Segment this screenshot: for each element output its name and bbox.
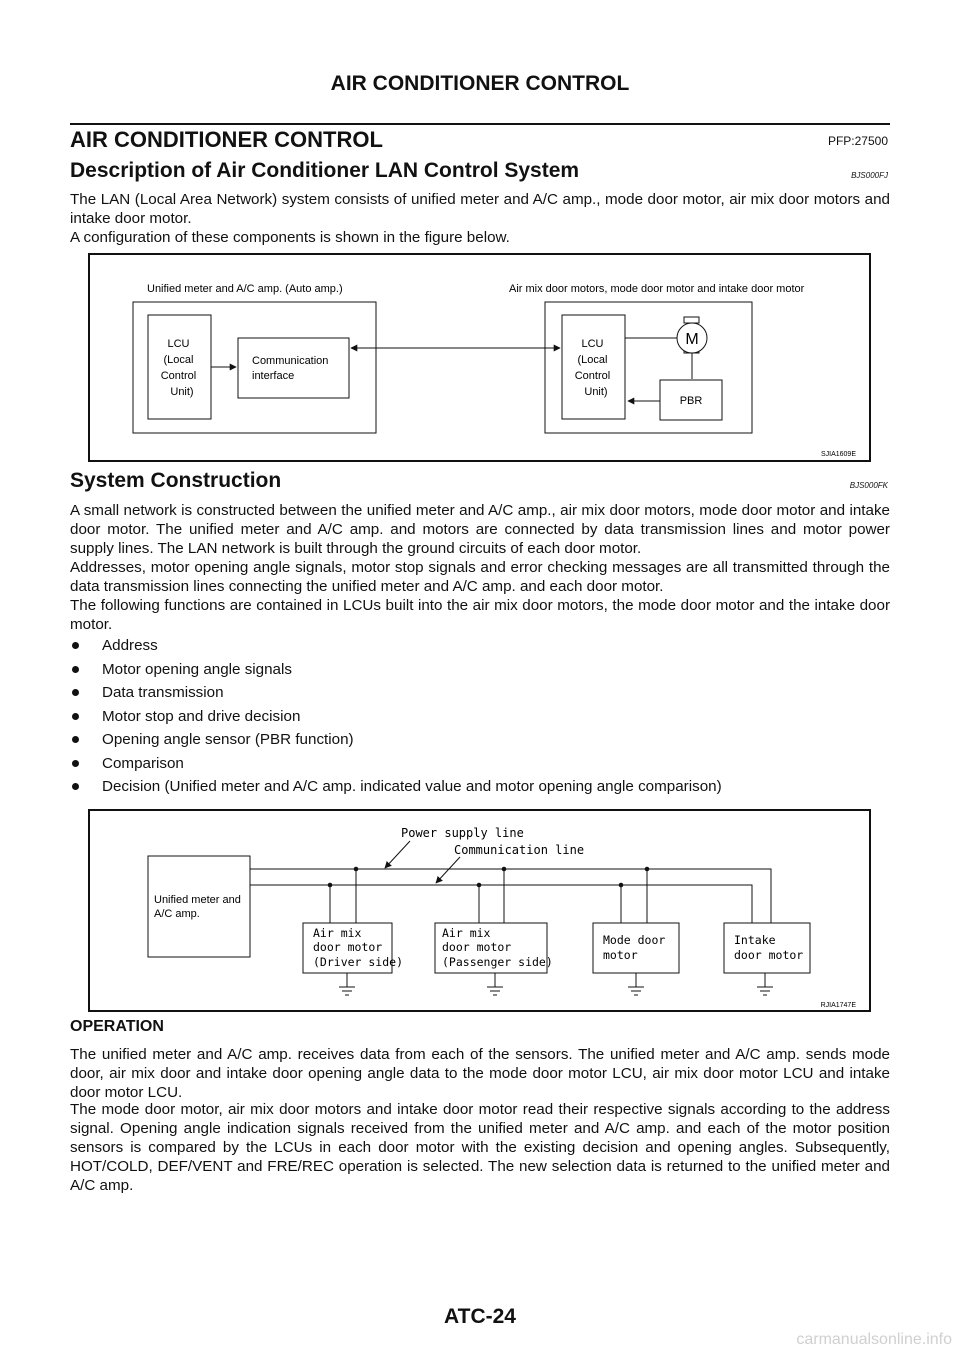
system-construction-code: BJS000FK xyxy=(849,481,888,490)
section-code: PFP:27500 xyxy=(827,134,888,148)
desc-paragraph-1: The LAN (Local Area Network) system consists of unified meter and A/C amp., mode door motor, air mix door motors and intake door motor. xyxy=(70,191,890,227)
desc-heading: Description of Air Conditioner LAN Control System xyxy=(70,159,580,182)
ground-icon xyxy=(628,973,644,995)
system-wiring-figure xyxy=(88,809,871,1012)
motor-shaft-top xyxy=(684,317,699,323)
section-title: AIR CONDITIONER CONTROL xyxy=(70,127,383,152)
page-number: ATC-24 xyxy=(444,1305,516,1328)
list-item: Decision (Unified meter and A/C amp. indicated value and motor opening angle comparison) xyxy=(70,777,722,801)
system-construction-heading: System Construction xyxy=(70,469,282,492)
junction-dots xyxy=(328,867,650,888)
bus-drops xyxy=(330,869,647,923)
unified-amp-box xyxy=(133,302,376,433)
motors-title: Air mix door motors, mode door motor and intake door motor xyxy=(509,283,805,295)
list-item: Data transmission xyxy=(70,683,722,707)
header-rule xyxy=(70,123,890,125)
list-item: Motor stop and drive decision xyxy=(70,707,722,731)
mode-door-motor-label: Mode door motor xyxy=(603,933,666,962)
operation-heading: OPERATION xyxy=(70,1018,164,1035)
operation-paragraph-2: The mode door motor, air mix door motors and intake door motor read their respective signals according to the address signal. Opening angle indication signals received from the unified meter and A/C amp. and each of the motor position sensors is compared by the LCUs in each door motor with the existing decision and opening angles. Subsequently, HOT/COLD, DEF/VENT and FRE/REC operation is selected. The new selection data is returned to the unified meter and A/C amp. xyxy=(70,1101,890,1194)
comm-label-pointer xyxy=(436,857,460,883)
system-paragraph-1: A small network is constructed between the unified meter and A/C amp., air mix door motors, mode door motor and intake door motor. The unified meter and A/C amp. and motors are connected by data transmission lines and motor power supply lines. The LAN network is built through the ground circuits of each door motor. xyxy=(70,502,890,557)
figure-code: SJIA1609E xyxy=(820,451,856,458)
pbr-label: PBR xyxy=(679,395,703,407)
power-supply-line xyxy=(250,869,771,923)
ground-icon xyxy=(757,973,773,995)
running-header: AIR CONDITIONER CONTROL xyxy=(330,72,630,95)
figure-code: RJIA1747E xyxy=(820,1002,856,1009)
lcu-function-list xyxy=(70,636,722,801)
list-item: Motor opening angle signals xyxy=(70,660,722,684)
motor-symbol-label: M xyxy=(685,331,699,348)
power-label-pointer xyxy=(385,841,410,868)
air-mix-driver-motor-label: Air mix door motor (Driver side) xyxy=(313,926,404,969)
motor-lcu-label: LCU (Local Control Unit) xyxy=(574,338,611,398)
intake-door-motor-label: Intake door motor xyxy=(734,933,804,962)
unified-amp-block-label: Unified meter and A/C amp. xyxy=(154,894,241,920)
list-item: Opening angle sensor (PBR function) xyxy=(70,730,722,754)
desc-paragraph-2: A configuration of these components is shown in the figure below. xyxy=(70,229,510,246)
power-supply-label: Power supply line xyxy=(401,826,524,840)
communication-interface-label: Communication interface xyxy=(252,355,329,382)
ground-icon xyxy=(487,973,503,995)
amp-lcu-label: LCU (Local Control Unit) xyxy=(160,338,197,398)
unified-amp-block xyxy=(148,856,250,957)
lan-configuration-figure xyxy=(88,253,871,462)
watermark: carmanualsonline.info xyxy=(796,1331,952,1348)
ground-icon xyxy=(339,973,355,995)
communication-bus-line xyxy=(250,885,752,923)
communication-line-label: Communication line xyxy=(454,843,585,857)
list-item: Address xyxy=(70,636,722,660)
system-paragraph-2: Addresses, motor opening angle signals, motor stop signals and error checking messages are all transmitted through the data transmission lines connecting the unified meter and A/C amp. and each door motor. xyxy=(70,559,890,595)
desc-code: BJS000FJ xyxy=(851,171,888,180)
operation-paragraph-1: The unified meter and A/C amp. receives data from each of the sensors. The unified meter and A/C amp. sends mode door, air mix door and intake door opening angle data to the mode door motor LCU, air mix door motor LCU and intake door motor LCU. xyxy=(70,1046,890,1101)
motors-box xyxy=(545,302,752,433)
system-paragraph-3: The following functions are contained in LCUs built into the air mix door motors, the mode door motor and the intake door motor. xyxy=(70,597,890,633)
unified-amp-title: Unified meter and A/C amp. (Auto amp.) xyxy=(147,283,343,295)
list-item: Comparison xyxy=(70,754,722,778)
motor-lcu-box xyxy=(562,315,625,419)
air-mix-passenger-motor-label: Air mix door motor (Passenger side) xyxy=(442,926,553,969)
communication-interface-box xyxy=(238,338,349,398)
amp-lcu-box xyxy=(148,315,211,419)
